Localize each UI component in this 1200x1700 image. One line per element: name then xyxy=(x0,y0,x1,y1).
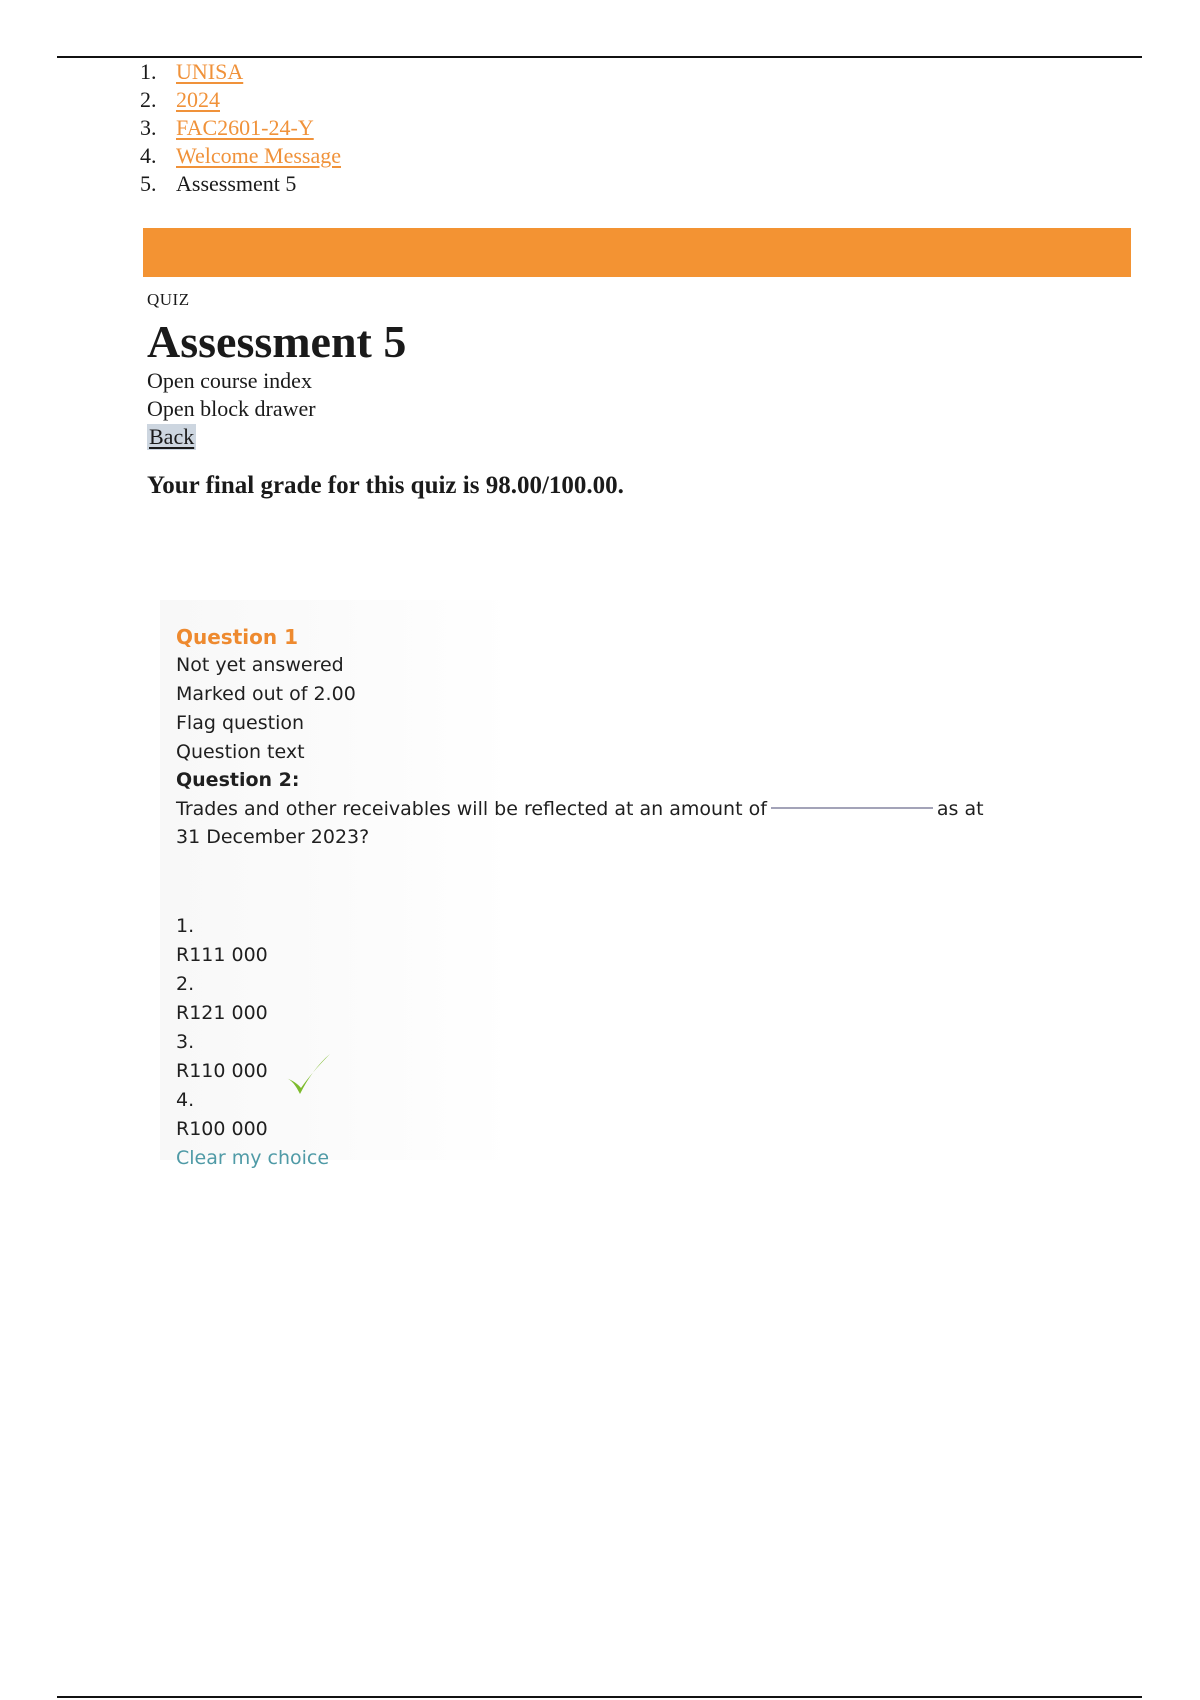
breadcrumb-number: 5. xyxy=(140,171,157,196)
option-number: 1. xyxy=(176,915,195,937)
breadcrumb-link-2024[interactable]: 2024 xyxy=(176,87,220,112)
breadcrumb-item-welcome xyxy=(140,142,341,170)
breadcrumb-link-course[interactable]: FAC2601-24-Y xyxy=(176,115,314,140)
open-course-index-button[interactable]: Open course index xyxy=(147,368,312,393)
question-panel xyxy=(160,600,1040,1169)
breadcrumb-current: Assessment 5 xyxy=(176,171,297,196)
bottom-divider xyxy=(57,1696,1142,1698)
answer-option-2[interactable]: R121 000 xyxy=(176,1002,268,1024)
breadcrumb xyxy=(140,58,341,198)
breadcrumb-number: 1. xyxy=(140,59,157,84)
breadcrumb-item-course xyxy=(140,114,341,142)
flag-question-button[interactable]: Flag question xyxy=(176,712,305,734)
option-number: 4. xyxy=(176,1089,195,1111)
breadcrumb-link-unisa[interactable]: UNISA xyxy=(176,59,244,84)
prompt-text: Trades and other receivables will be reflected at an amount of xyxy=(176,798,767,820)
prompt-text-after: as at xyxy=(936,798,984,820)
breadcrumb-link-welcome-message[interactable]: Welcome Message xyxy=(176,143,341,168)
open-block-drawer-button[interactable]: Open block drawer xyxy=(147,396,316,421)
checkmark-icon xyxy=(284,1052,332,1098)
question-marks: Marked out of 2.00 xyxy=(176,683,356,705)
back-button[interactable]: Back xyxy=(149,424,195,449)
breadcrumb-item-2024 xyxy=(140,86,341,114)
question-subtitle: Question 2: xyxy=(176,769,300,791)
final-grade: Your final grade for this quiz is 98.00/100.00. xyxy=(147,472,624,499)
breadcrumb-item-unisa xyxy=(140,58,341,86)
option-number: 2. xyxy=(176,973,195,995)
answer-blank xyxy=(771,807,933,809)
breadcrumb-number: 4. xyxy=(140,143,157,168)
question-prompt-line2: 31 December 2023? xyxy=(176,826,370,848)
option-number: 3. xyxy=(176,1031,195,1053)
breadcrumb-number: 3. xyxy=(140,115,157,140)
answer-option-3[interactable]: R110 000 xyxy=(176,1060,268,1082)
question-number: Question 1 xyxy=(176,625,298,649)
answer-option-1[interactable]: R111 000 xyxy=(176,944,268,966)
clear-my-choice-link[interactable]: Clear my choice xyxy=(176,1147,330,1169)
header-banner xyxy=(143,228,1131,277)
breadcrumb-number: 2. xyxy=(140,87,157,112)
question-text-label: Question text xyxy=(176,741,305,763)
question-status: Not yet answered xyxy=(176,654,344,676)
activity-type-label: QUIZ xyxy=(147,290,190,309)
page-title: Assessment 5 xyxy=(147,316,407,367)
breadcrumb-item-current xyxy=(140,170,341,198)
answer-option-4[interactable]: R100 000 xyxy=(176,1118,268,1140)
question-prompt xyxy=(176,798,984,820)
